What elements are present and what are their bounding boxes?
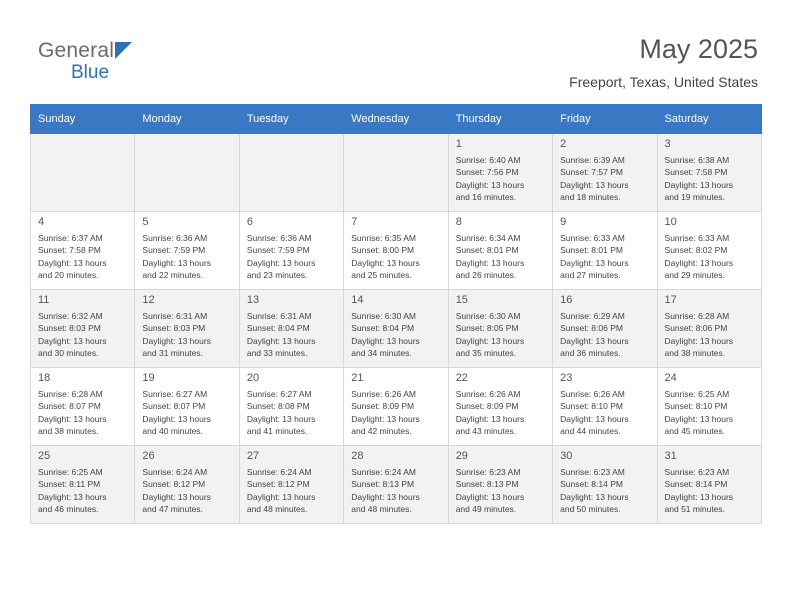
day-info-line: and 49 minutes. <box>455 504 517 515</box>
day-info-line: Sunrise: 6:25 AM <box>38 467 103 477</box>
calendar-day-cell <box>239 368 343 446</box>
day-info-line: Sunset: 8:02 PM <box>664 245 728 256</box>
calendar-week-row <box>31 368 762 446</box>
day-info-line: Daylight: 13 hours <box>351 491 420 502</box>
day-number: 29 <box>455 450 468 462</box>
day-number: 10 <box>664 216 677 228</box>
day-info-line: Sunset: 7:58 PM <box>38 245 101 256</box>
day-info-line: Sunset: 8:00 PM <box>351 245 415 256</box>
calendar-day-cell-empty <box>344 134 448 212</box>
day-info-line: and 44 minutes. <box>560 426 621 437</box>
day-info-line: Daylight: 13 hours <box>142 491 211 502</box>
weekday-header-tuesday: Tuesday <box>239 105 343 134</box>
day-sun-info <box>351 232 441 282</box>
day-info-line: Daylight: 13 hours <box>664 179 734 190</box>
weekday-header-wednesday: Wednesday <box>344 105 448 134</box>
day-info-line: Sunset: 8:10 PM <box>560 401 623 412</box>
day-number: 26 <box>142 450 155 462</box>
day-info-line: and 51 minutes. <box>664 504 726 515</box>
day-info-line: and 43 minutes. <box>455 426 517 437</box>
day-sun-info <box>247 388 337 438</box>
calendar-day-cell <box>553 212 657 290</box>
day-info-line: Sunset: 8:03 PM <box>142 323 206 334</box>
calendar-day-cell <box>448 212 552 290</box>
day-number: 6 <box>246 216 253 228</box>
day-sun-info <box>665 388 755 438</box>
day-info-line: and 38 minutes. <box>38 426 99 437</box>
day-info-line: Sunrise: 6:23 AM <box>664 467 730 477</box>
day-info-line: Sunset: 8:05 PM <box>455 323 519 334</box>
day-info-line: Daylight: 13 hours <box>142 257 211 268</box>
day-number: 9 <box>560 216 567 228</box>
calendar-body <box>31 134 762 524</box>
day-info-line: Sunset: 7:56 PM <box>455 167 519 178</box>
day-info-line: Daylight: 13 hours <box>455 413 525 424</box>
day-sun-info <box>560 466 650 516</box>
day-info-line: and 36 minutes. <box>560 348 621 359</box>
calendar-day-cell <box>31 446 135 524</box>
day-info-line: Sunrise: 6:29 AM <box>560 311 625 321</box>
sunrise-sunset-calendar <box>30 104 762 524</box>
day-sun-info <box>38 310 128 360</box>
day-info-line: Daylight: 13 hours <box>38 335 107 346</box>
calendar-week-row <box>31 134 762 212</box>
calendar-day-cell <box>31 212 135 290</box>
day-info-line: Sunset: 7:58 PM <box>664 167 728 178</box>
day-info-line: Daylight: 13 hours <box>560 335 629 346</box>
day-sun-info <box>142 310 232 360</box>
day-info-line: and 50 minutes. <box>560 504 621 515</box>
weekday-header-monday: Monday <box>135 105 239 134</box>
day-sun-info <box>247 232 337 282</box>
day-number: 2 <box>560 138 567 150</box>
day-number: 21 <box>351 372 364 384</box>
day-info-line: Daylight: 13 hours <box>664 491 734 502</box>
day-number: 15 <box>455 294 468 306</box>
day-info-line: Sunrise: 6:26 AM <box>455 389 521 399</box>
day-info-line: Sunrise: 6:33 AM <box>664 233 730 243</box>
day-info-line: Sunrise: 6:27 AM <box>142 389 208 399</box>
day-info-line: Daylight: 13 hours <box>351 413 420 424</box>
day-info-line: Sunset: 8:07 PM <box>38 401 101 412</box>
day-info-line: Sunrise: 6:26 AM <box>560 389 625 399</box>
day-info-line: Daylight: 13 hours <box>455 179 525 190</box>
calendar-day-cell <box>657 368 761 446</box>
day-sun-info <box>351 310 441 360</box>
calendar-week-row <box>31 212 762 290</box>
day-info-line: Sunset: 8:11 PM <box>38 479 101 490</box>
day-sun-info <box>665 466 755 516</box>
calendar-day-cell <box>448 446 552 524</box>
day-info-line: and 42 minutes. <box>351 426 412 437</box>
day-number: 20 <box>246 372 260 384</box>
day-info-line: and 16 minutes. <box>455 192 517 203</box>
day-info-line: and 48 minutes. <box>351 504 412 515</box>
calendar-day-cell <box>657 212 761 290</box>
day-info-line: Daylight: 13 hours <box>246 257 316 268</box>
day-number: 3 <box>664 138 671 150</box>
day-info-line: Sunset: 7:57 PM <box>560 167 623 178</box>
day-sun-info <box>351 466 441 516</box>
day-sun-info <box>38 232 128 282</box>
day-info-line: Sunrise: 6:24 AM <box>351 467 416 477</box>
day-info-line: Daylight: 13 hours <box>246 335 316 346</box>
calendar-day-cell-empty <box>31 134 135 212</box>
calendar-day-cell <box>135 446 239 524</box>
day-info-line: Daylight: 13 hours <box>351 257 420 268</box>
day-info-line: and 19 minutes. <box>664 192 726 203</box>
calendar-day-cell <box>553 134 657 212</box>
day-info-line: Sunset: 8:08 PM <box>246 401 310 412</box>
logo-text-blue: Blue <box>71 62 110 83</box>
day-info-line: Sunset: 8:14 PM <box>664 479 728 490</box>
day-info-line: and 48 minutes. <box>246 504 308 515</box>
day-info-line: Sunrise: 6:24 AM <box>246 467 312 477</box>
calendar-day-cell <box>239 446 343 524</box>
day-number: 14 <box>351 294 364 306</box>
day-info-line: Sunrise: 6:31 AM <box>246 311 312 321</box>
day-number: 17 <box>664 294 677 306</box>
calendar-day-cell <box>553 290 657 368</box>
day-sun-info <box>665 310 755 360</box>
calendar-day-cell <box>657 446 761 524</box>
day-number: 30 <box>560 450 573 462</box>
day-sun-info <box>142 232 232 282</box>
day-sun-info <box>456 466 546 516</box>
logo-text-general: General <box>38 39 115 62</box>
day-info-line: and 47 minutes. <box>142 504 203 515</box>
day-info-line: and 22 minutes. <box>142 270 203 281</box>
day-info-line: Daylight: 13 hours <box>560 257 629 268</box>
day-sun-info <box>665 154 755 204</box>
day-info-line: and 40 minutes. <box>142 426 203 437</box>
day-info-line: Sunrise: 6:35 AM <box>351 233 416 243</box>
day-sun-info <box>351 388 441 438</box>
day-info-line: Daylight: 13 hours <box>560 179 629 190</box>
day-info-line: Daylight: 13 hours <box>664 413 734 424</box>
weekday-header-friday: Friday <box>553 105 657 134</box>
calendar-day-cell <box>344 446 448 524</box>
day-info-line: Daylight: 13 hours <box>246 491 316 502</box>
day-info-line: Sunrise: 6:34 AM <box>455 233 521 243</box>
day-info-line: Sunrise: 6:39 AM <box>560 155 625 165</box>
day-info-line: and 18 minutes. <box>560 192 621 203</box>
day-info-line: Daylight: 13 hours <box>560 491 629 502</box>
day-number: 13 <box>246 294 260 306</box>
day-number: 19 <box>142 372 155 384</box>
day-number: 24 <box>664 372 677 384</box>
day-info-line: and 29 minutes. <box>664 270 726 281</box>
location-subtitle: Freeport, Texas, United States <box>569 74 758 90</box>
calendar-day-cell <box>448 368 552 446</box>
day-info-line: Daylight: 13 hours <box>142 413 211 424</box>
day-number: 27 <box>246 450 260 462</box>
day-info-line: Sunrise: 6:40 AM <box>455 155 521 165</box>
page-header <box>30 26 762 100</box>
day-info-line: Sunset: 8:04 PM <box>246 323 310 334</box>
day-info-line: Daylight: 13 hours <box>664 257 734 268</box>
calendar-day-cell <box>31 368 135 446</box>
day-number: 18 <box>38 372 51 384</box>
day-info-line: Sunset: 8:12 PM <box>246 479 310 490</box>
weekday-header-sunday: Sunday <box>31 105 135 134</box>
day-info-line: Sunrise: 6:33 AM <box>560 233 625 243</box>
day-info-line: Sunset: 8:06 PM <box>664 323 728 334</box>
day-info-line: Daylight: 13 hours <box>38 413 107 424</box>
day-info-line: and 30 minutes. <box>38 348 99 359</box>
day-info-line: Sunset: 8:09 PM <box>351 401 415 412</box>
day-sun-info <box>560 154 650 204</box>
day-info-line: Sunrise: 6:28 AM <box>664 311 730 321</box>
day-info-line: Daylight: 13 hours <box>455 491 525 502</box>
calendar-day-cell <box>239 290 343 368</box>
day-info-line: and 26 minutes. <box>455 270 517 281</box>
day-info-line: and 46 minutes. <box>38 504 99 515</box>
calendar-day-cell <box>344 290 448 368</box>
day-sun-info <box>456 310 546 360</box>
day-info-line: Sunset: 7:59 PM <box>142 245 206 256</box>
day-info-line: Sunrise: 6:38 AM <box>664 155 730 165</box>
triangle-logo-icon <box>115 42 132 59</box>
day-info-line: and 25 minutes. <box>351 270 412 281</box>
day-info-line: and 45 minutes. <box>664 426 726 437</box>
calendar-day-cell <box>135 290 239 368</box>
day-info-line: Sunset: 8:07 PM <box>142 401 206 412</box>
day-number: 23 <box>560 372 573 384</box>
day-sun-info <box>247 466 337 516</box>
day-info-line: Daylight: 13 hours <box>351 335 420 346</box>
day-info-line: Daylight: 13 hours <box>560 413 629 424</box>
calendar-day-cell <box>239 212 343 290</box>
day-sun-info <box>560 388 650 438</box>
day-info-line: Sunrise: 6:23 AM <box>560 467 625 477</box>
calendar-day-cell <box>553 368 657 446</box>
calendar-day-cell <box>657 134 761 212</box>
day-sun-info <box>38 388 128 438</box>
day-info-line: Daylight: 13 hours <box>38 491 107 502</box>
day-info-line: Sunrise: 6:31 AM <box>142 311 208 321</box>
day-info-line: and 33 minutes. <box>246 348 308 359</box>
calendar-day-cell <box>31 290 135 368</box>
calendar-week-row <box>31 290 762 368</box>
day-info-line: Sunrise: 6:24 AM <box>142 467 208 477</box>
calendar-day-cell-empty <box>135 134 239 212</box>
page-title: May 2025 <box>639 34 758 64</box>
day-sun-info <box>142 388 232 438</box>
day-sun-info <box>560 310 650 360</box>
day-number: 22 <box>455 372 468 384</box>
day-info-line: Sunset: 8:01 PM <box>455 245 519 256</box>
day-info-line: and 20 minutes. <box>38 270 99 281</box>
day-sun-info <box>456 388 546 438</box>
day-info-line: and 34 minutes. <box>351 348 412 359</box>
day-number: 31 <box>664 450 677 462</box>
calendar-day-cell <box>448 134 552 212</box>
day-number: 12 <box>142 294 155 306</box>
day-info-line: and 41 minutes. <box>246 426 308 437</box>
weekday-header-row <box>31 105 762 134</box>
day-info-line: and 38 minutes. <box>664 348 726 359</box>
calendar-day-cell <box>344 368 448 446</box>
day-info-line: Sunrise: 6:30 AM <box>455 311 521 321</box>
day-number: 1 <box>455 138 462 150</box>
day-info-line: Daylight: 13 hours <box>455 335 525 346</box>
day-info-line: Sunset: 8:12 PM <box>142 479 206 490</box>
calendar-week-row <box>31 446 762 524</box>
day-info-line: Sunset: 7:59 PM <box>246 245 310 256</box>
calendar-day-cell-empty <box>239 134 343 212</box>
day-sun-info <box>456 232 546 282</box>
day-info-line: Sunrise: 6:28 AM <box>38 389 103 399</box>
calendar-day-cell <box>448 290 552 368</box>
day-info-line: Sunset: 8:14 PM <box>560 479 623 490</box>
day-number: 28 <box>351 450 364 462</box>
day-info-line: Sunset: 8:04 PM <box>351 323 415 334</box>
day-info-line: Sunset: 8:13 PM <box>455 479 519 490</box>
day-info-line: Sunset: 8:01 PM <box>560 245 623 256</box>
day-number: 8 <box>455 216 462 228</box>
calendar-day-cell <box>553 446 657 524</box>
day-info-line: Daylight: 13 hours <box>664 335 734 346</box>
weekday-header-thursday: Thursday <box>448 105 552 134</box>
day-sun-info <box>665 232 755 282</box>
day-info-line: and 35 minutes. <box>455 348 517 359</box>
day-info-line: and 23 minutes. <box>246 270 308 281</box>
day-info-line: Sunset: 8:06 PM <box>560 323 623 334</box>
day-info-line: Sunrise: 6:26 AM <box>351 389 416 399</box>
day-number: 25 <box>38 450 51 462</box>
day-info-line: Daylight: 13 hours <box>455 257 525 268</box>
day-info-line: Sunrise: 6:30 AM <box>351 311 416 321</box>
calendar-day-cell <box>135 368 239 446</box>
day-sun-info <box>456 154 546 204</box>
day-info-line: Sunset: 8:13 PM <box>351 479 415 490</box>
day-sun-info <box>560 232 650 282</box>
day-number: 11 <box>38 294 50 306</box>
day-info-line: Sunrise: 6:27 AM <box>246 389 312 399</box>
day-info-line: Sunrise: 6:32 AM <box>38 311 103 321</box>
day-sun-info <box>38 466 128 516</box>
day-number: 4 <box>38 216 45 228</box>
day-sun-info <box>247 310 337 360</box>
weekday-header-saturday: Saturday <box>657 105 761 134</box>
day-info-line: Sunrise: 6:23 AM <box>455 467 521 477</box>
day-info-line: and 27 minutes. <box>560 270 621 281</box>
day-info-line: and 31 minutes. <box>142 348 203 359</box>
calendar-day-cell <box>344 212 448 290</box>
day-sun-info <box>142 466 232 516</box>
day-info-line: Sunrise: 6:37 AM <box>38 233 103 243</box>
day-info-line: Sunset: 8:09 PM <box>455 401 519 412</box>
day-number: 7 <box>351 216 358 228</box>
day-info-line: Sunrise: 6:36 AM <box>246 233 312 243</box>
day-info-line: Sunset: 8:03 PM <box>38 323 101 334</box>
general-blue-logo <box>38 40 132 82</box>
day-info-line: Sunrise: 6:25 AM <box>664 389 730 399</box>
day-number: 16 <box>560 294 573 306</box>
calendar-day-cell <box>135 212 239 290</box>
day-info-line: Daylight: 13 hours <box>38 257 107 268</box>
day-info-line: Sunset: 8:10 PM <box>664 401 728 412</box>
day-number: 5 <box>142 216 149 228</box>
day-info-line: Daylight: 13 hours <box>142 335 211 346</box>
day-info-line: Sunrise: 6:36 AM <box>142 233 208 243</box>
day-info-line: Daylight: 13 hours <box>246 413 316 424</box>
calendar-day-cell <box>657 290 761 368</box>
